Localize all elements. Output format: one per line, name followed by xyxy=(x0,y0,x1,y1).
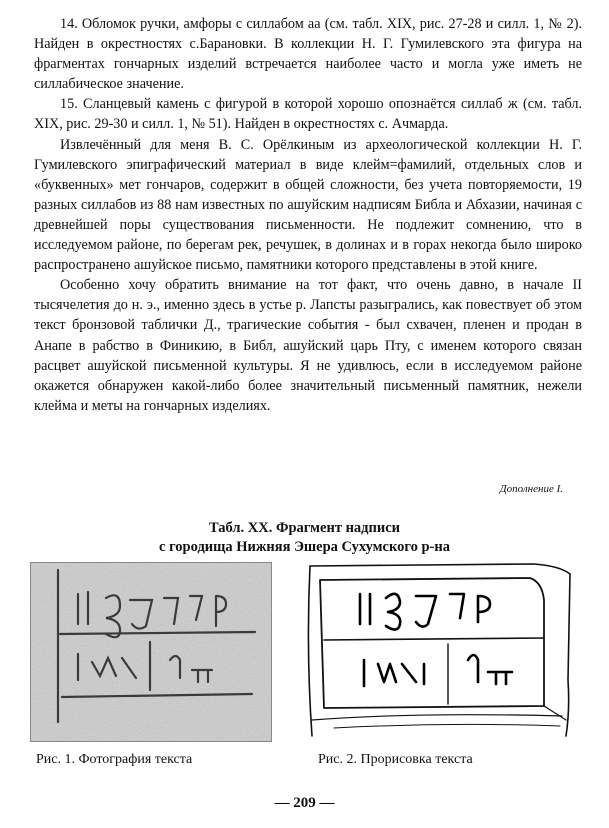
figure1-caption: Рис. 1. Фотография текста xyxy=(36,752,193,767)
table-title-line2: с городища Нижняя Эшера Сухумского р-на xyxy=(159,539,450,555)
inscription-photo xyxy=(30,562,272,742)
supplement-note: Дополнение I. xyxy=(499,483,563,495)
table-title-line1: Табл. XX. Фрагмент надписи xyxy=(208,520,401,536)
paragraph-15: 15. Сланцевый камень с фигурой в которой хорошо опознаётся силлаб ж (см. табл. XIX, рис. 29-30 и силл. 1, № 51). Найден в окрестностях с. Ачмарда. xyxy=(34,96,582,133)
figure2-caption: Рис. 2. Прорисовка текста xyxy=(318,752,473,767)
paragraph-collection: Извлечённый для меня В. С. Орёлкиным из археологической коллекции Н. Г. Гумилевского эпиграфический материал в виде клейм=фамилий, отдельных слов и «буквенных» мет гончаров, содержит в общей сложности, без учета повторяемости, 19 разных силлабов из 88 нам известных по ашуйским надписям Библа и Абхазии, начиная с древнейшей поры существования письменности. Не подлежит сомнению, что в исследуемом районе, по берегам рек, речушек, в долинах и в горах некогда было широко распространено ашуйское письмо, памятники которого представлены в этой книге. xyxy=(34,136,582,274)
page-number: — 209 — xyxy=(274,795,335,811)
paragraph-14: 14. Обломок ручки, амфоры с силлабом аа (см. табл. XIX, рис. 27-28 и силл. 1, № 2). Найден в окрестностях с.Барановки. В коллекции Н. Г. Гумилевского эта фигура на фрагментах гончарных изделий встречается наиболее часто и могла уже иметь не силлабическое значение. xyxy=(34,16,582,93)
inscription-drawing xyxy=(298,560,578,742)
paragraph-remark: Особенно хочу обратить внимание на тот факт, что очень давно, в начале II тысячелетия до н. э., именно здесь в устье р. Лапсты разыгрались, как повествует об этом текст бронзовой таблички Д., трагические события - был схвачен, пленен и продан в Анапе в рабство в Финикию, в Библ, ашуйский царь Пту, с именем которого связан расцвет ашуйской письменной культуры. Я не удивлюсь, если в исследуемом районе окажется обнаружен какой-либо более значительный письменный памятник, нежели клейма и меты на гончарных изделиях. xyxy=(34,277,582,414)
body-text xyxy=(34,14,582,416)
table-title xyxy=(0,519,609,557)
